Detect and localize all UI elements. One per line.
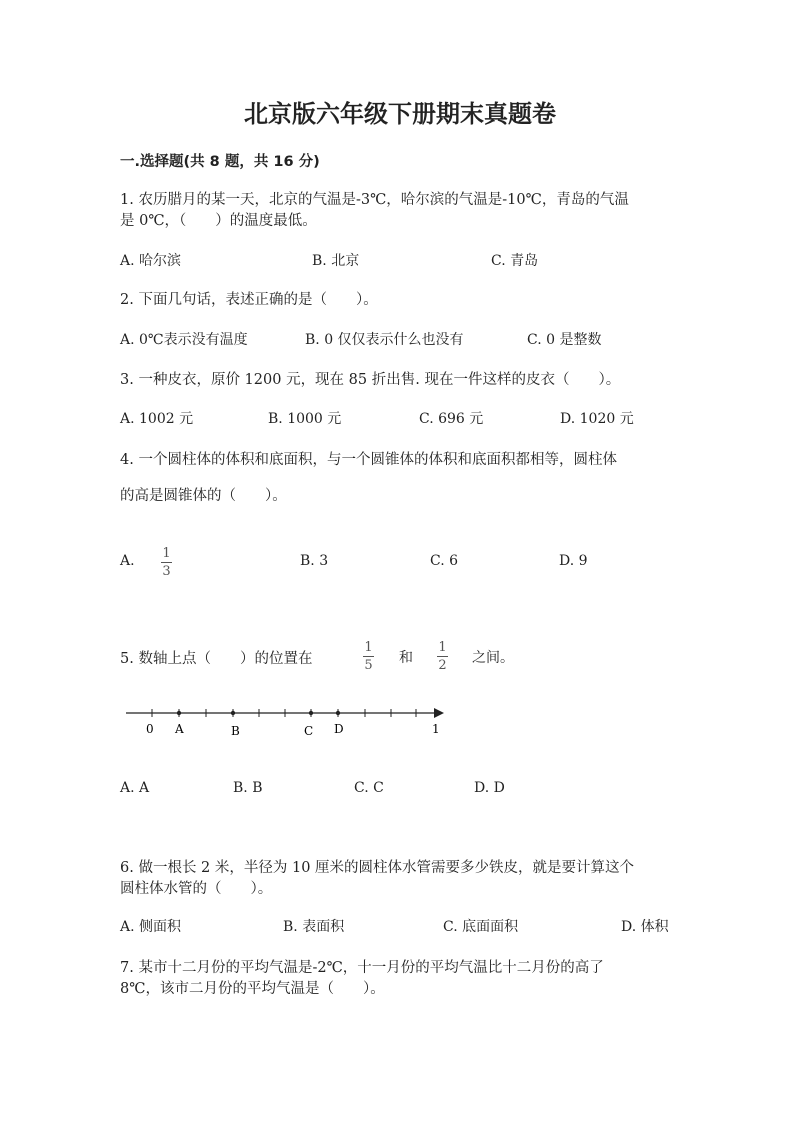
point-a [177, 711, 181, 715]
question-text: 是 0℃，（ ）的温度最低。 [120, 213, 317, 229]
axis-label-a: A [175, 722, 184, 736]
axis-label-b: B [231, 724, 240, 738]
option-d[interactable]: D. 9 [559, 553, 588, 569]
option-c[interactable]: C. C [354, 780, 384, 796]
number-line [120, 700, 450, 745]
option-b[interactable]: B. 北京 [312, 253, 360, 269]
option-a[interactable]: A. 哈尔滨 [120, 253, 182, 269]
option-a[interactable]: A. 0℃表示没有温度 [120, 332, 248, 348]
fraction-one-half [437, 640, 448, 673]
axis-label-1: 1 [432, 722, 440, 736]
denominator: 5 [364, 658, 373, 673]
option-b[interactable]: B. 3 [300, 553, 329, 569]
question-text: 2. 下面几句话，表述正确的是（ ）。 [120, 292, 378, 308]
question-text-and: 和 [399, 650, 413, 666]
fraction-bar [161, 562, 172, 563]
axis-label-0: 0 [146, 722, 154, 736]
option-b[interactable]: B. 表面积 [283, 919, 345, 935]
fraction-bar [437, 656, 448, 657]
question-text: 6. 做一根长 2 米，半径为 10 厘米的圆柱体水管需要多少铁皮，就是要计算这个 [120, 860, 635, 876]
question-text: 5. 数轴上点（ ）的位置在 [120, 651, 313, 667]
option-b[interactable]: B. 1000 元 [268, 411, 342, 427]
question-text: 圆柱体水管的（ ）。 [120, 881, 273, 897]
question-text: 的高是圆锥体的（ ）。 [120, 488, 287, 504]
option-c[interactable]: C. 青岛 [491, 253, 539, 269]
option-a[interactable]: A. A [120, 780, 150, 796]
arrow-head [434, 708, 444, 718]
numerator: 1 [364, 640, 373, 655]
option-a[interactable]: A. 1002 元 [120, 411, 194, 427]
axis-label-d: D [334, 722, 344, 736]
section-heading: 一.选择题(共 8 题，共 16 分) [120, 154, 320, 170]
question-text: 7. 某市十二月份的平均气温是-2℃，十一月份的平均气温比十二月份的高了 [120, 960, 604, 976]
axis-label-c: C [304, 724, 314, 738]
option-c[interactable]: C. 底面面积 [443, 919, 519, 935]
point-d [336, 711, 340, 715]
fraction-one-fifth [363, 640, 374, 673]
denominator: 2 [438, 658, 447, 673]
question-text: 1. 农历腊月的某一天，北京的气温是-3℃，哈尔滨的气温是-10℃，青岛的气温 [120, 192, 629, 208]
option-b[interactable]: B. B [233, 780, 263, 796]
option-a[interactable]: A. [120, 553, 135, 569]
option-c[interactable]: C. 0 是整数 [527, 332, 602, 348]
point-c [309, 711, 313, 715]
question-text: 8℃，该市二月份的平均气温是（ ）。 [120, 981, 385, 997]
page-title: 北京版六年级下册期末真题卷 [244, 100, 556, 128]
option-d[interactable]: D. D [474, 780, 505, 796]
option-d[interactable]: D. 1020 元 [560, 411, 634, 427]
denominator: 3 [162, 564, 171, 579]
numerator: 1 [438, 640, 447, 655]
numerator: 1 [162, 546, 171, 561]
option-a[interactable]: A. 侧面积 [120, 919, 182, 935]
option-a-fraction [161, 546, 172, 579]
option-b[interactable]: B. 0 仅仅表示什么也没有 [305, 332, 464, 348]
question-text: 4. 一个圆柱体的体积和底面积，与一个圆锥体的体积和底面积都相等，圆柱体 [120, 452, 617, 468]
point-b [231, 711, 235, 715]
option-c[interactable]: C. 696 元 [419, 411, 484, 427]
fraction-bar [363, 656, 374, 657]
option-c[interactable]: C. 6 [430, 553, 459, 569]
question-text: 3. 一种皮衣，原价 1200 元，现在 85 折出售. 现在一件这样的皮衣（ ）。 [120, 372, 621, 388]
option-d[interactable]: D. 体积 [621, 919, 669, 935]
question-text-between: 之间。 [472, 650, 514, 666]
